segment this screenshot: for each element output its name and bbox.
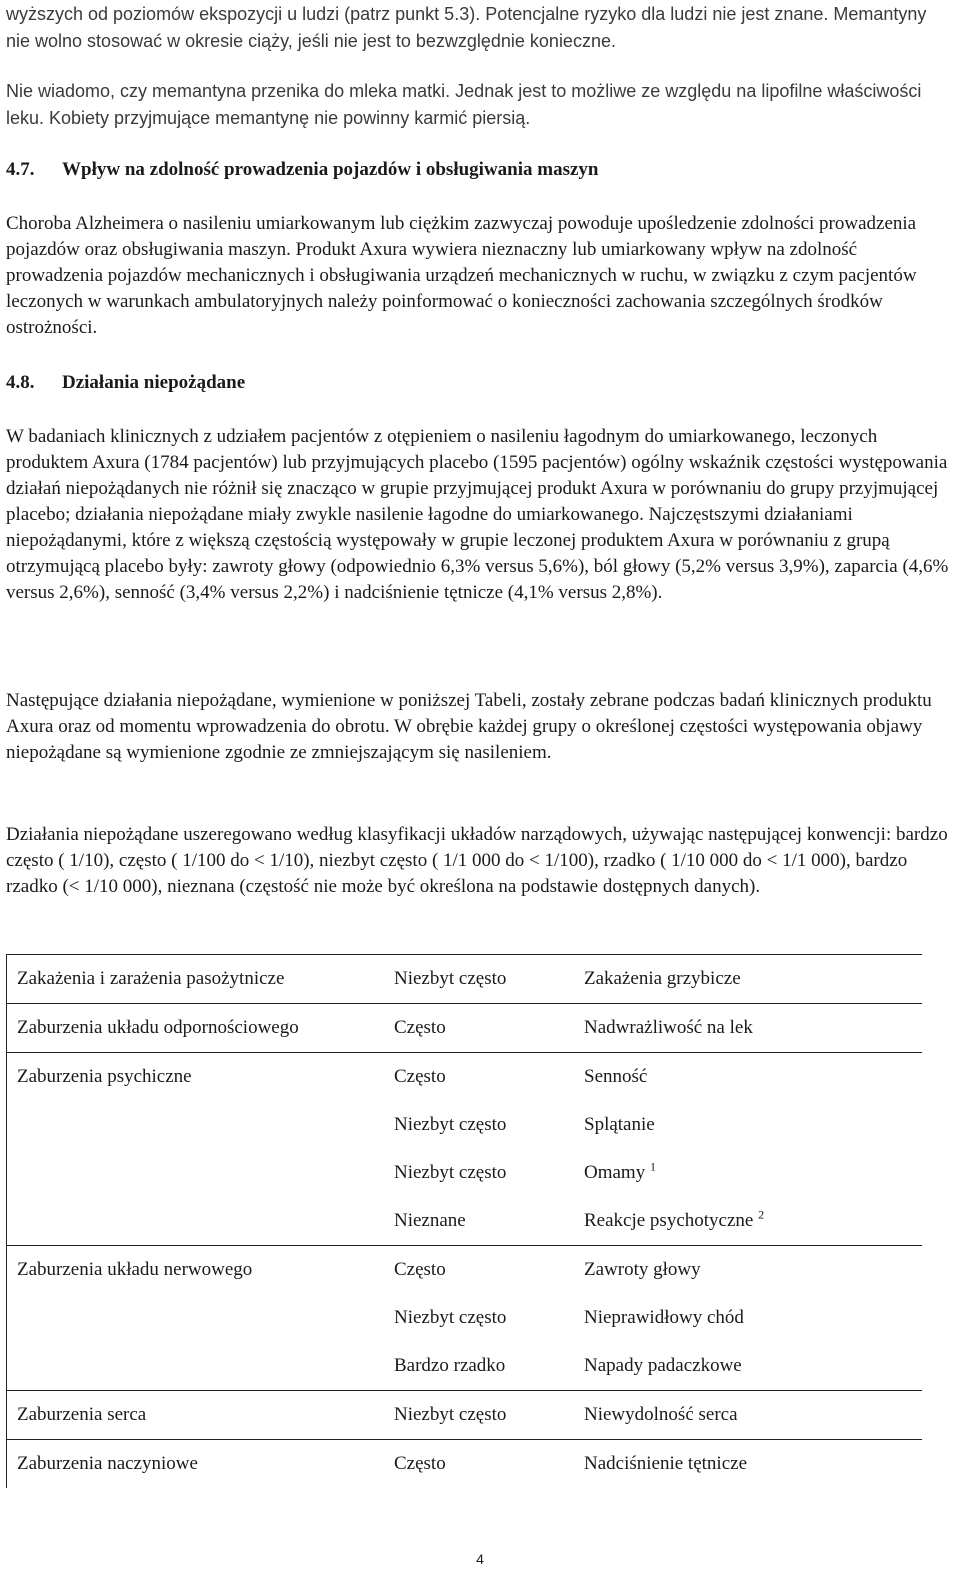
- paragraph-frequency-convention: Działania niepożądane uszeregowano według klasyfikacji układów narządowych, używając następującej konwencji: bardzo często ( 1/10), często ( 1/100 do < 1/10), niezbyt często ( 1/1 000 do < 1/100), rzadko ( 1/10 000 do < 1/1 000), bardzo rzadko (< 1/10 000), nieznana (częstość nie może być określona na podstawie dostępnych danych).: [6, 824, 948, 897]
- paragraph-adverse-summary: W badaniach klinicznych z udziałem pacjentów z otępieniem o nasileniu łagodnym do umiarkowanego, leczonych produktem Axura (1784 pacjentów) lub przyjmujących placebo (1595 pacjentów) ogólny wskaźnik częstości występowania działań niepożądanych nie różnił się znacząco w grupie przyjmującej produkt Axura w porównaniu do grupy przyjmującej placebo; działania niepożądane miały zwykle nasilenie łagodne do umiarkowanego. Najczęstszymi działaniami niepożądanymi, które z większą częstością występowały w grupie leczonej produktem Axura w porównaniu z grupą otrzymującą placebo były: zawroty głowy (odpowiednio 6,3% versus 5,6%), ból głowy (5,2% versus 3,9%), zaparcia (4,6% versus 2,6%), senność (3,4% versus 2,2%) i nadciśnienie tętnicze (4,1% versus 2,8%).: [6, 426, 949, 603]
- organ-class-cell: [7, 1342, 385, 1391]
- reaction-text: Niewydolność serca: [584, 1404, 738, 1425]
- table-row: [7, 1053, 923, 1102]
- reaction-cell: [574, 1101, 922, 1149]
- reaction-text: Senność: [584, 1066, 648, 1087]
- reaction-cell: [574, 1294, 922, 1342]
- adverse-reactions-table: [6, 954, 922, 1488]
- reaction-cell: [574, 1197, 922, 1246]
- reaction-cell: [574, 1004, 922, 1053]
- reaction-cell: [574, 1053, 922, 1102]
- frequency-cell: Często: [384, 1004, 574, 1053]
- reaction-cell: [574, 1246, 922, 1295]
- page-number: 4: [476, 1551, 484, 1567]
- organ-class-cell: Zakażenia i zarażenia pasożytnicze: [7, 955, 385, 1004]
- reaction-text: Splątanie: [584, 1114, 655, 1135]
- table-row: [7, 1101, 923, 1149]
- paragraph-lactation: Nie wiadomo, czy memantyna przenika do mleka matki. Jednak jest to możliwe ze względu na lipofilne właściwości leku. Kobiety przyjmujące memantynę nie powinny karmić piersią.: [6, 81, 922, 128]
- footnote-marker: 2: [758, 1207, 765, 1222]
- table-row: [7, 1391, 923, 1440]
- organ-class-cell: Zaburzenia serca: [7, 1391, 385, 1440]
- reaction-text: Nadciśnienie tętnicze: [584, 1453, 748, 1474]
- table-row: [7, 1342, 923, 1391]
- table-row: [7, 1004, 923, 1053]
- frequency-cell: Niezbyt często: [384, 1391, 574, 1440]
- reaction-text: Omamy: [584, 1162, 646, 1183]
- section-heading-4-8: [6, 370, 950, 396]
- organ-class-cell: [7, 1149, 385, 1197]
- section-title: Wpływ na zdolność prowadzenia pojazdów i obsługiwania maszyn: [62, 159, 599, 180]
- organ-class-cell: Zaburzenia układu odpornościowego: [7, 1004, 385, 1053]
- footnote-marker: 1: [649, 1159, 656, 1174]
- table-row: [7, 1197, 923, 1246]
- organ-class-cell: [7, 1294, 385, 1342]
- table-row: [7, 1149, 923, 1197]
- reaction-text: Napady padaczkowe: [584, 1355, 742, 1376]
- reaction-cell: [574, 955, 922, 1004]
- organ-class-cell: Zaburzenia układu nerwowego: [7, 1246, 385, 1295]
- table-row: [7, 955, 923, 1004]
- paragraph-driving: Choroba Alzheimera o nasileniu umiarkowanym lub ciężkim zazwyczaj powoduje upośledzenie zdolności prowadzenia pojazdów oraz obsługiwania maszyn. Produkt Axura wywiera nieznaczny lub umiarkowany wpływ na zdolność prowadzenia pojazdów mechanicznych i obsługiwania urządzeń mechanicznych w ruchu, w związku z czym pacjentów leczonych w warunkach ambulatoryjnych należy poinformować o konieczności zachowania szczególnych środków ostrożności.: [6, 213, 917, 338]
- table-row: [7, 1440, 923, 1489]
- organ-class-cell: [7, 1197, 385, 1246]
- frequency-cell: Często: [384, 1053, 574, 1102]
- section-number: 4.7.: [6, 159, 35, 180]
- section-heading-4-7: [6, 157, 950, 183]
- section-number: 4.8.: [6, 372, 35, 393]
- reaction-cell: [574, 1391, 922, 1440]
- paragraph-pregnancy: wyższych od poziomów ekspozycji u ludzi (patrz punkt 5.3). Potencjalne ryzyko dla ludzi nie jest znane. Memantyny nie wolno stosować w okresie ciąży, jeśli nie jest to bezwzględnie konieczne.: [6, 4, 927, 51]
- paragraph-adverse-table-intro: Następujące działania niepożądane, wymienione w poniższej Tabeli, zostały zebrane podczas badań klinicznych produktu Axura oraz od momentu wprowadzenia do obrotu. W obrębie każdej grupy o określonej częstości występowania objawy niepożądane są wymienione zgodnie ze zmniejszającym się nasileniem.: [6, 690, 932, 763]
- table-row: [7, 1246, 923, 1295]
- frequency-cell: Niezbyt często: [394, 1162, 507, 1183]
- frequency-cell: Niezbyt często: [384, 955, 574, 1004]
- reaction-text: Zawroty głowy: [584, 1259, 701, 1280]
- reaction-cell: [574, 1440, 922, 1489]
- reaction-cell: [574, 1149, 922, 1197]
- frequency-cell: Często: [384, 1246, 574, 1295]
- frequency-cell: Bardzo rzadko: [394, 1355, 506, 1376]
- section-title: Działania niepożądane: [62, 372, 246, 393]
- frequency-cell: Niezbyt często: [394, 1307, 507, 1328]
- reaction-text: Reakcje psychotyczne: [584, 1210, 754, 1231]
- organ-class-cell: Zaburzenia naczyniowe: [7, 1440, 385, 1489]
- organ-class-cell: Zaburzenia psychiczne: [7, 1053, 385, 1102]
- organ-class-cell: [7, 1101, 385, 1149]
- table-row: [7, 1294, 923, 1342]
- frequency-cell: Nieznane: [394, 1210, 466, 1231]
- frequency-cell: Niezbyt często: [394, 1114, 507, 1135]
- reaction-cell: [574, 1342, 922, 1391]
- reaction-text: Nieprawidłowy chód: [584, 1307, 744, 1328]
- reaction-text: Zakażenia grzybicze: [584, 968, 741, 989]
- frequency-cell: Często: [384, 1440, 574, 1489]
- reaction-text: Nadwrażliwość na lek: [584, 1017, 753, 1038]
